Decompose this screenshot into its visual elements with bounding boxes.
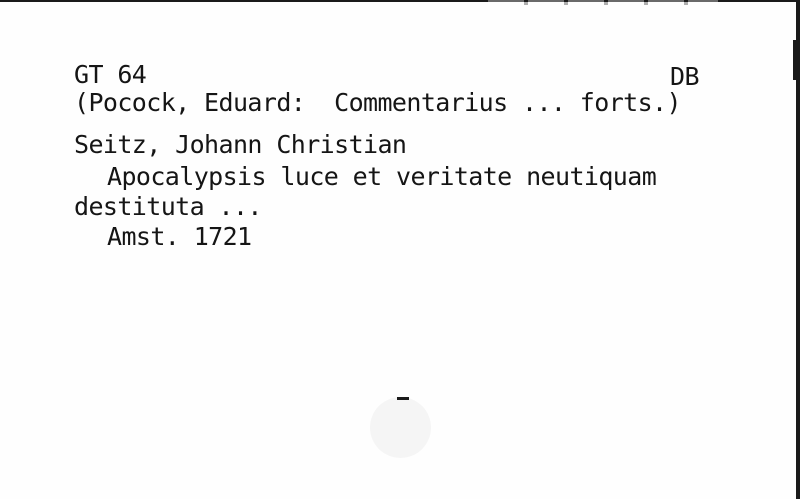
card-right-edge (796, 0, 800, 499)
punch-hole (370, 397, 431, 458)
punch-mark (397, 397, 409, 400)
card-top-marks (488, 0, 718, 5)
title-line-1: Apocalypsis luce et veritate neutiquam (107, 162, 657, 191)
call-number: GT 64 (74, 60, 147, 89)
author-heading: Seitz, Johann Christian (74, 130, 407, 159)
location-code: DB (670, 62, 699, 91)
title-line-2: destituta ... (74, 192, 262, 221)
series-note: (Pocock, Eduard: Commentarius ... forts.) (74, 88, 681, 117)
imprint: Amst. 1721 (107, 222, 252, 251)
card-right-notch (793, 40, 796, 80)
